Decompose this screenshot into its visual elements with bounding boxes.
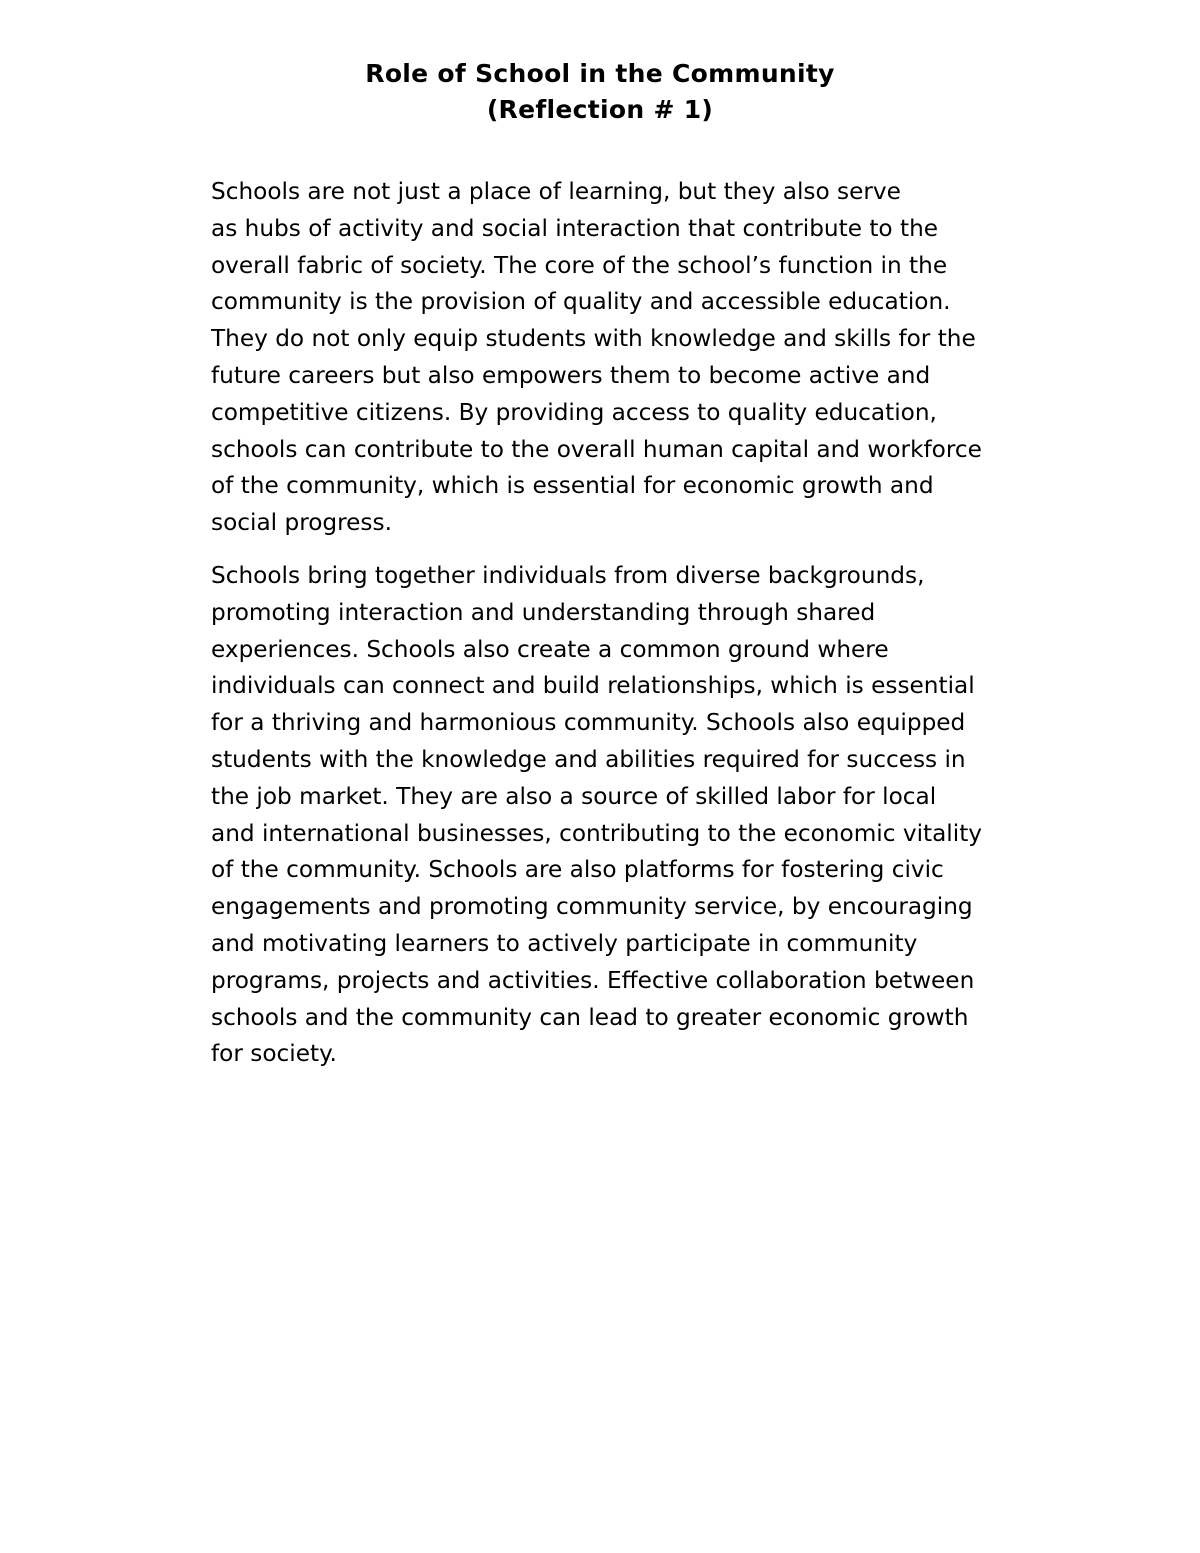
paragraph-1 bbox=[142, 174, 1062, 542]
paragraph-line: for society. bbox=[211, 1040, 337, 1068]
paragraph-line: community is the provision of quality and accessible education. bbox=[211, 288, 951, 316]
paragraph-line: social progress. bbox=[211, 509, 392, 537]
paragraph-line: students with the knowledge and abilities required for success in bbox=[211, 745, 966, 773]
paragraph-line: schools and the community can lead to greater economic growth bbox=[211, 1003, 969, 1031]
document-body bbox=[142, 174, 1062, 1089]
paragraph-line: and international businesses, contributing to the economic vitality bbox=[211, 819, 983, 847]
paragraph-line: overall fabric of society. The core of the school’s function in the bbox=[211, 251, 948, 279]
paragraph-line: of the community, which is essential for economic growth and bbox=[211, 472, 934, 500]
paragraph-line: future careers but also empowers them to become active and bbox=[211, 361, 931, 389]
paragraph-line: They do not only equip students with knowledge and skills for the bbox=[211, 325, 976, 353]
paragraph-line: as hubs of activity and social interaction that contribute to the bbox=[211, 214, 939, 242]
paragraph-2 bbox=[142, 558, 1062, 1073]
paragraph-line: and motivating learners to actively participate in community bbox=[211, 929, 918, 957]
title-block bbox=[0, 56, 1200, 128]
paragraph-line: promoting interaction and understanding through shared bbox=[211, 598, 876, 626]
paragraph-line: schools can contribute to the overall human capital and workforce bbox=[211, 435, 982, 463]
paragraph-line: Schools are not just a place of learning, but they also serve bbox=[211, 178, 901, 205]
paragraph-line: competitive citizens. By providing access to quality education, bbox=[211, 398, 937, 426]
paragraph-line: the job market. They are also a source of skilled labor for local bbox=[211, 782, 937, 810]
paragraph-line: individuals can connect and build relationships, which is essential bbox=[211, 672, 975, 700]
paragraph-line: Schools bring together individuals from diverse backgrounds, bbox=[211, 561, 925, 589]
paragraph-line: for a thriving and harmonious community. Schools also equipped bbox=[211, 709, 966, 737]
document-title: Role of School in the Community bbox=[365, 59, 835, 88]
paragraph-line: of the community. Schools are also platforms for fostering civic bbox=[211, 856, 944, 884]
paragraph-line: programs, projects and activities. Effective collaboration between bbox=[211, 966, 975, 994]
document-subtitle: (Reflection # 1) bbox=[486, 95, 714, 124]
paragraph-line: experiences. Schools also create a common ground where bbox=[211, 635, 889, 663]
paragraph-line: engagements and promoting community service, by encouraging bbox=[211, 893, 973, 921]
